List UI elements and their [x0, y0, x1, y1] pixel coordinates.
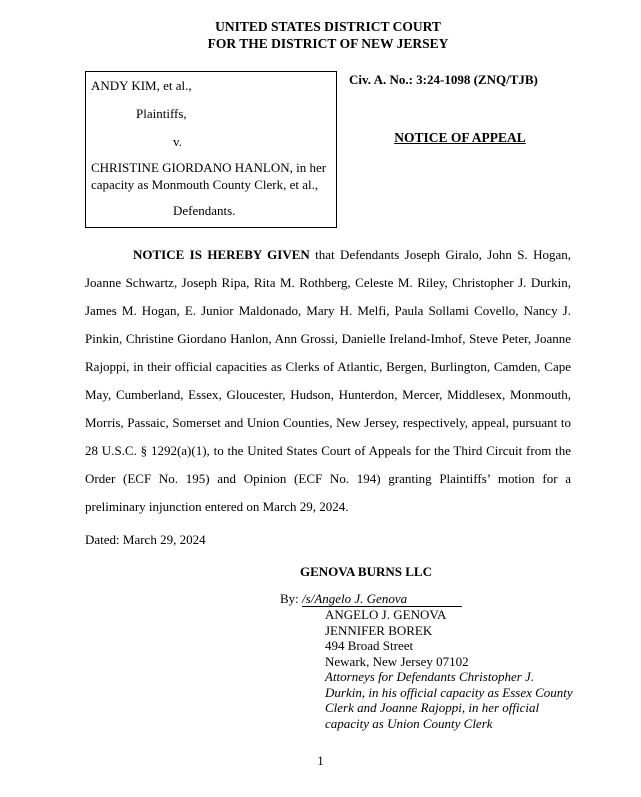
by-label: By: — [280, 590, 303, 606]
dated-line: Dated: March 29, 2024 — [85, 532, 206, 547]
law-firm-name: GENOVA BURNS LLC — [300, 564, 432, 579]
defendants-label: Defendants. — [173, 203, 236, 218]
attorney-name-1: ANGELO J. GENOVA — [325, 607, 447, 622]
signature-block — [280, 564, 571, 731]
signature-details — [325, 607, 577, 731]
notice-text: that Defendants Joseph Giralo, John S. Hogan, Joanne Schwartz, Joseph Ripa, Rita M. Rothberg, Celeste M. Riley, Christopher J. Durkin, James M. Hogan, E. Junior Maldonado, Mary H. Melfi, Paula Sollami Covello, Nancy J. Pinkin, Christine Giordano Hanlon, Ann Grossi, Danielle Ireland-Imhof, Steve Peter, Joanne Rajoppi, in their official capacities as Clerks of Atlantic, Bergen, Burlington, Camden, Cape May, Cumberland, Essex, Gloucester, Hudson, Hunterdon, Mercer, Middlesex, Monmouth, Morris, Passaic, Somerset and Union Counties, New Jersey, respectively, appeal, pursuant to 28 U.S.C. § 1292(a)(1), to the United States Court of Appeals for the Third Circuit from the Order (ECF No. 195) and Opinion (ECF No. 194) granting Plaintiffs’ motion for a preliminary injunction entered on March 29, 2024. — [85, 247, 571, 514]
versus-label: v. — [173, 134, 182, 149]
court-header — [85, 18, 571, 52]
address-line-2: Newark, New Jersey 07102 — [325, 653, 469, 669]
court-name: UNITED STATES DISTRICT COURT — [215, 19, 441, 34]
electronic-signature: /s/Angelo J. Genova — [302, 591, 462, 608]
district-name: FOR THE DISTRICT OF NEW JERSEY — [207, 36, 449, 51]
defendant-name: CHRISTINE GIORDANO HANLON, in her capacity as Monmouth County Clerk, et al., — [91, 160, 327, 192]
caption-right-column — [337, 71, 571, 228]
plaintiff-name: ANDY KIM, et al., — [91, 78, 192, 93]
case-caption — [85, 71, 571, 228]
page-number: 1 — [317, 754, 324, 768]
signature-by-line — [280, 591, 571, 608]
attorney-name-2: JENNIFER BOREK — [325, 622, 433, 638]
notice-paragraph — [85, 241, 571, 521]
notice-lead: NOTICE IS HEREBY GIVEN — [133, 247, 310, 262]
address-line-1: 494 Broad Street — [325, 638, 414, 653]
caption-box — [85, 71, 337, 228]
document-body — [85, 241, 571, 554]
civil-action-number: Civ. A. No.: 3:24-1098 (ZNQ/TJB) — [349, 72, 538, 87]
document-title: NOTICE OF APPEAL — [394, 130, 526, 145]
plaintiffs-label: Plaintiffs, — [136, 106, 187, 121]
attorney-role: Attorneys for Defendants Christopher J. Durkin, in his official capacity as Essex County Clerk and Joanne Rajoppi, in her official capacity as Union County Clerk — [325, 669, 573, 731]
